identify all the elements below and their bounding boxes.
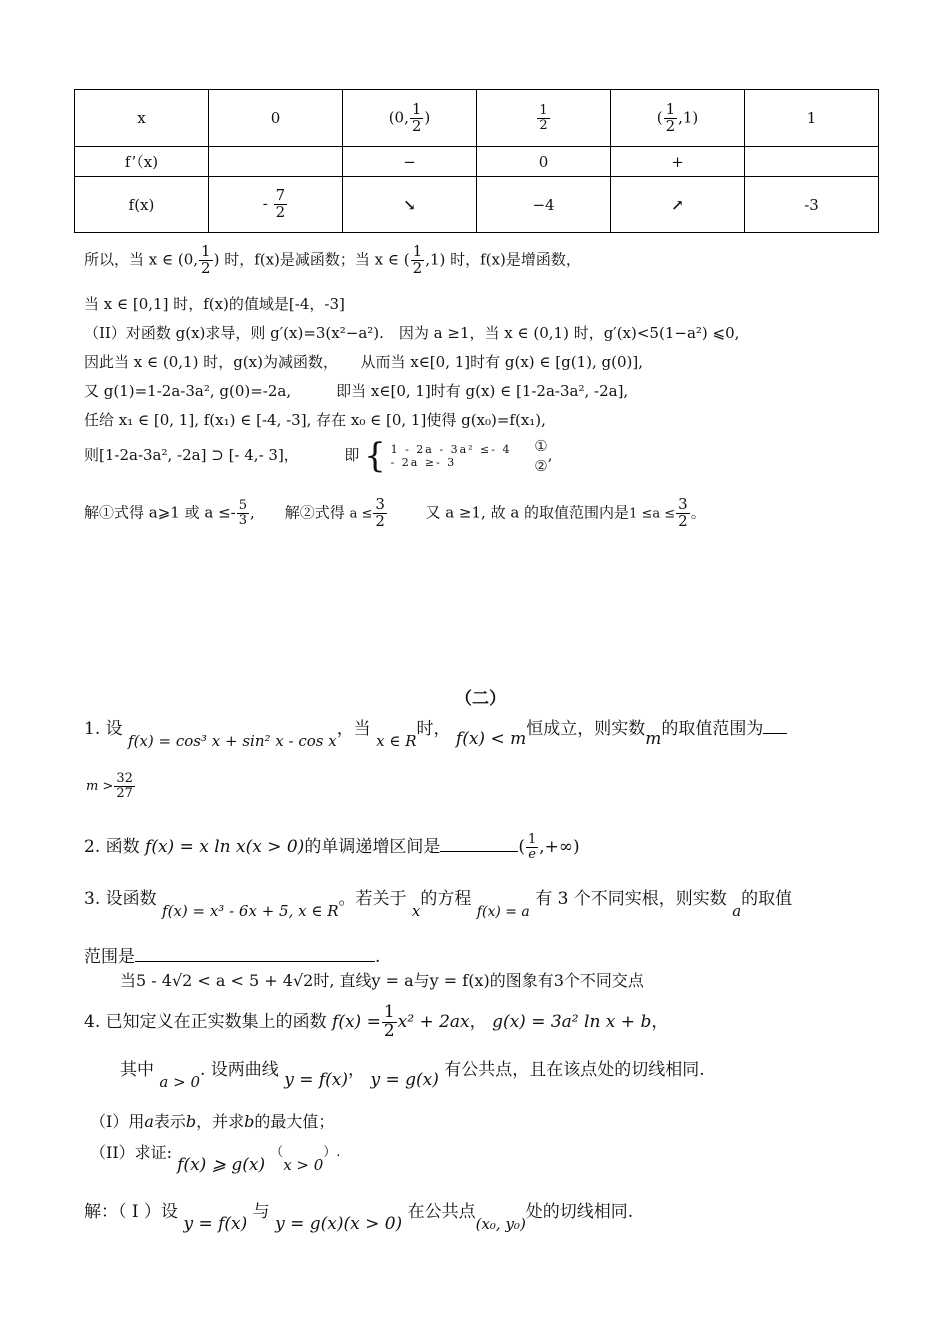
variation-table <box>74 89 879 233</box>
table-cell <box>477 177 611 233</box>
question-4-part2: （II）求证: f(x) ⩾ g(x) （x > 0）. <box>90 1143 341 1175</box>
p1-line3: （II）对函数 g(x)求导，则 g′(x)=3(x²−a²). 因为 a ≥1，当 x ∈ (0,1) 时，g′(x)<5(1−a²) ⩽0, <box>84 324 740 342</box>
fraction: $\frac{1}{2}$ <box>665 99 676 135</box>
cell-text: - <box>262 194 268 213</box>
cell-text: x <box>137 109 146 127</box>
fraction: $\frac{3}{2}$ <box>678 495 688 530</box>
fraction: $\frac{1}{2}$ <box>411 99 422 135</box>
circled-numbers: ① ② <box>534 437 548 475</box>
p1-line1: 所以，当 x ∈ (0, $\frac{1}{2}$ ) 时，f(x)是减函数；当 x ∈ ( $\frac{1}{2}$ ,1) 时，f(x)是增函数， <box>84 242 581 277</box>
fraction: $\frac{5}{3}$ <box>238 498 247 528</box>
answer-3: 当5 - 4√2 < a < 5 + 4√2时, 直线y = a与y = f(x)的图象有3个不同交点 <box>120 971 644 990</box>
table-cell <box>611 90 745 147</box>
p1-line7: 则[1-2a-3a², -2a] ⊃ [- 4,- 3]， 即 { 1 - 2a - 3a² ≤- 4 - 2a ≥- 3 ① ② , <box>84 436 553 476</box>
fraction: $\frac{1}{2}$ <box>539 102 548 133</box>
fraction: $\frac{1}{2}$ <box>383 1002 395 1041</box>
cell-text: + <box>671 152 684 171</box>
p1-line4: 因此当 x ∈ (0,1) 时，g(x)为减函数， 从而当 x∈[0, 1]时有 g(x) ∈ [g(1), g(0)], <box>84 353 644 371</box>
table-cell <box>75 90 209 147</box>
cell-text: f(x) <box>128 195 155 214</box>
fraction: $\frac{1}{e}$ <box>527 832 537 862</box>
cell-text: ,1) <box>678 108 699 126</box>
section-heading: （二） <box>455 689 506 709</box>
table-cell <box>477 90 611 147</box>
cell-text: −4 <box>532 195 555 214</box>
table-cell <box>745 147 879 177</box>
p1-line2: 当 x ∈ [0,1] 时，f(x)的值域是[-4，-3] <box>84 295 345 313</box>
question-1: 1. 设 f(x) = cos³ x + sin² x - cos x，当 x ∈ R时， f(x) < m恒成立，则实数m的取值范围为 <box>84 714 787 739</box>
arrow-up-icon: ↗ <box>671 195 684 214</box>
cell-text: ( <box>656 108 663 126</box>
brace: { <box>364 436 386 476</box>
fraction: $\frac{1}{2}$ <box>412 242 423 277</box>
fraction: $\frac{7}{2}$ <box>275 186 286 221</box>
cell-text: (0, <box>388 108 409 126</box>
cell-text: 1 <box>806 109 817 127</box>
solution-1: 解：（ I ）设 y = f(x) 与 y = g(x)(x > 0) 在公共点(x₀, y₀)处的切线相同. <box>84 1202 634 1234</box>
table-row-fp <box>75 147 879 177</box>
question-3: 3. 设函数 f(x) = x³ - 6x + 5, x ∈ R。若关于 x的方程 $_{f(x) = a}$ 有 3 个不同实根，则实数 a的取值 <box>84 889 793 920</box>
fraction: $\frac{1}{2}$ <box>201 242 211 277</box>
question-2: 2. 函数 f(x) = x ln x(x > 0)的单调递增区间是 ( $\frac{1}{e}$ ,+∞) <box>84 832 580 862</box>
answer-1: m > $\frac{32}{27}$ <box>86 771 133 801</box>
question-3-cont: 范围是 . <box>84 947 381 967</box>
table-cell <box>477 147 611 177</box>
table-cell <box>745 177 879 233</box>
table-cell <box>75 177 209 233</box>
table-cell <box>343 177 477 233</box>
cell-text: − <box>403 152 416 171</box>
p1-line8: 解①式得 a⩾1 或 a ≤- $\frac{5}{3}$ , 解②式得 a ≤ $\frac{3}{2}$ 又 a ≥1, 故 a 的取值范围内是1 ≤a ≤ $\frac{3}{2}$ 。 <box>84 495 706 530</box>
cell-text: 0 <box>538 152 549 171</box>
question-4-part1: （I）用a表示b，并求b的最大值； <box>90 1112 335 1131</box>
table-cell <box>611 147 745 177</box>
table-cell <box>209 177 343 233</box>
table-cell <box>343 147 477 177</box>
table-cell <box>611 177 745 233</box>
inequality-system: 1 - 2a - 3a² ≤- 4 - 2a ≥- 3 <box>390 443 512 469</box>
table-row-f <box>75 177 879 233</box>
cell-text: 0 <box>270 109 281 127</box>
arrow-down-icon: ↘ <box>403 195 416 214</box>
p1-line5: 又 g(1)=1-2a-3a², g(0)=-2a, 即当 x∈[0, 1]时有 g(x) ∈ [1-2a-3a², -2a], <box>84 382 629 400</box>
cell-text: ) <box>424 108 431 126</box>
table-cell <box>209 147 343 177</box>
table-cell <box>75 147 209 177</box>
table-row-x <box>75 90 879 147</box>
p1-line6: 任给 x₁ ∈ [0, 1], f(x₁) ∈ [-4, -3], 存在 x₀ ∈ [0, 1]使得 g(x₀)=f(x₁), <box>84 411 546 429</box>
fraction: $\frac{3}{2}$ <box>375 495 385 530</box>
table-cell <box>209 90 343 147</box>
table-cell <box>343 90 477 147</box>
cell-text: -3 <box>804 195 819 214</box>
question-4-line2: 其中 a > 0. 设两曲线 y = f(x)， y = g(x) 有公共点，且在该点处的切线相同. <box>120 1060 705 1091</box>
question-4: 4. 已知定义在正实数集上的函数 f(x) = $\frac{1}{2}$ x² + 2ax， g(x) = 3a² ln x + b， <box>84 1002 669 1041</box>
cell-text: f’（x) <box>124 153 159 171</box>
table-cell <box>745 90 879 147</box>
fraction: $\frac{32}{27}$ <box>116 771 133 801</box>
